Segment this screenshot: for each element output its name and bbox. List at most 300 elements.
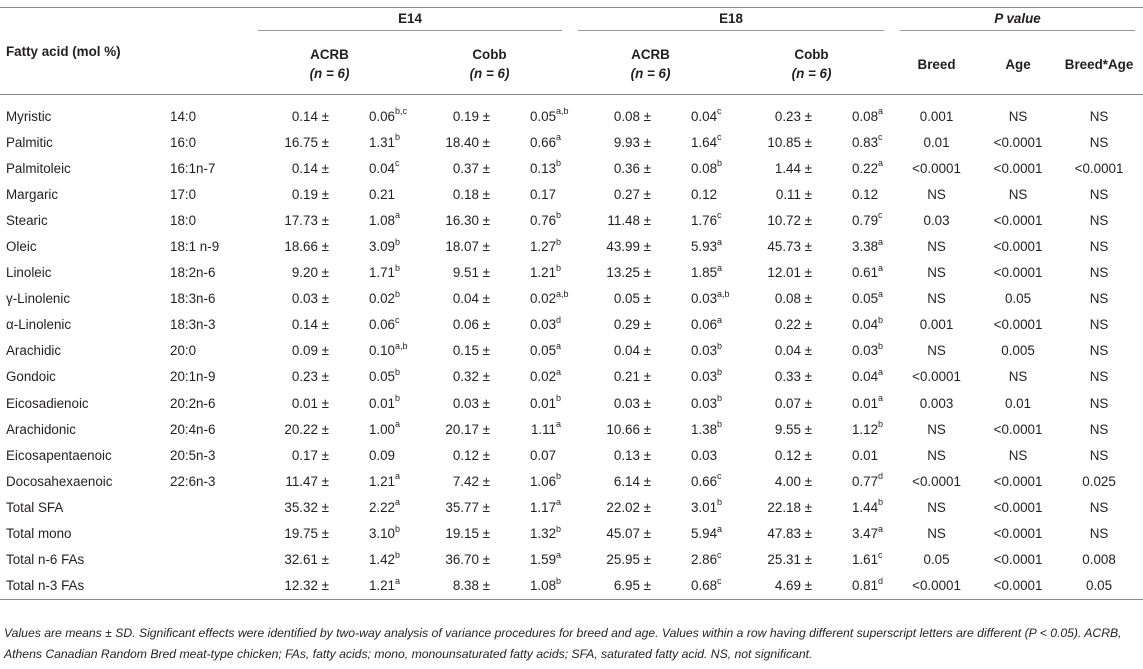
superscript-letters: b xyxy=(556,575,562,586)
sd-value: 1.21$^a$ xyxy=(368,471,401,489)
p-value: <0.0001 xyxy=(993,160,1043,176)
superscript-letters: a xyxy=(395,471,401,482)
superscript-letters: b xyxy=(395,523,401,534)
p-value: <0.0001 xyxy=(993,317,1043,333)
mean-value: 0.07 ± xyxy=(774,395,813,411)
fatty-acid-notation: 18:2n-6 xyxy=(170,265,216,281)
p-value: NS xyxy=(1089,317,1109,333)
sd-value: 1.64$^c$ xyxy=(690,132,722,150)
table-row xyxy=(0,129,1143,155)
p-value: NS xyxy=(1008,369,1028,385)
sd-value: 1.85$^a$ xyxy=(690,262,723,281)
fatty-acid-notation: 18:3n-6 xyxy=(170,291,216,307)
fatty-acid-name: Margaric xyxy=(6,186,59,202)
sd-value: 1.59$^a$ xyxy=(529,549,562,568)
p-value: 0.05 xyxy=(923,552,950,568)
fatty-acid-notation: 17:0 xyxy=(170,186,197,202)
mean-value: 9.20 ± xyxy=(291,265,329,281)
p-value: 0.05 xyxy=(1005,291,1032,307)
mean-value: 0.19 ± xyxy=(291,186,329,202)
sd-value: 1.27$^b$ xyxy=(529,236,562,255)
superscript-letters: b xyxy=(556,393,562,404)
p-value: 0.001 xyxy=(919,108,954,124)
sd-value: 1.21$^a$ xyxy=(329,573,409,600)
superscript-letters: b xyxy=(717,158,723,169)
sd-value: 0.03$^{a,b}$ xyxy=(690,288,730,307)
table-row xyxy=(0,364,1143,390)
table-body xyxy=(0,95,1143,600)
mean-value: 0.05 ± xyxy=(613,291,652,307)
superscript-letters: b xyxy=(395,549,401,560)
mean-value: 0.14 ± xyxy=(291,108,329,124)
superscript-letters: b xyxy=(878,314,884,325)
mean-value: 0.04 ± xyxy=(774,343,813,359)
mean-value: 25.31 ± xyxy=(767,552,813,568)
p-value: <0.0001 xyxy=(993,265,1043,281)
mean-value: 0.08 ± xyxy=(613,108,652,124)
pvalue-column-header: Breed*Age xyxy=(1064,56,1134,72)
sd-value: 1.32$^b$ xyxy=(529,523,562,542)
fatty-acid-notation xyxy=(170,547,250,573)
p-value: 0.05 xyxy=(1055,573,1143,600)
fatty-acid-name: Eicosadienoic xyxy=(6,395,89,411)
superscript-letters: b xyxy=(878,340,884,351)
mean-value: 0.32 ± xyxy=(452,369,490,385)
superscript-letters: a,b xyxy=(556,288,569,299)
table-row xyxy=(0,547,1143,573)
superscript-letters: b xyxy=(556,210,562,221)
superscript-letters: c xyxy=(878,210,883,221)
mean-value: 35.32 ± xyxy=(284,499,329,515)
sd-value: 0.05$^a$ xyxy=(529,340,562,359)
superscript-letters: a xyxy=(717,262,723,273)
sd-value: 1.21$^b$ xyxy=(529,262,562,281)
p-value: NS xyxy=(927,499,946,515)
fatty-acid-table xyxy=(0,7,1143,600)
p-value: NS xyxy=(927,291,946,307)
mean-value: 0.21 ± xyxy=(613,369,652,385)
superscript-letters: b xyxy=(556,471,562,482)
sd-value: 0.12 xyxy=(690,186,718,202)
superscript-letters: c xyxy=(395,158,400,169)
sd-value: 0.04$^c$ xyxy=(368,158,400,176)
superscript-letters: b xyxy=(878,497,884,508)
p-value: NS xyxy=(927,265,946,281)
p-value: <0.0001 xyxy=(993,239,1043,255)
superscript-letters: c xyxy=(717,471,722,482)
p-value: <0.0001 xyxy=(912,160,961,176)
table-row xyxy=(0,207,1143,233)
sd-value: 0.17 xyxy=(529,186,557,202)
p-value: <0.0001 xyxy=(912,369,961,385)
superscript-letters: c xyxy=(395,314,400,325)
sd-value: 3.38$^a$ xyxy=(851,236,884,255)
p-value: <0.0001 xyxy=(1074,160,1124,176)
superscript-letters: a xyxy=(556,549,562,560)
mean-value: 9.93 ± xyxy=(613,134,652,150)
superscript-letters: a xyxy=(717,523,723,534)
mean-value: 0.29 ± xyxy=(613,317,652,333)
p-value: NS xyxy=(1089,369,1109,385)
sd-value: 0.01$^b$ xyxy=(368,393,401,411)
sd-value: 1.11$^a$ xyxy=(530,419,562,437)
sd-value: 0.12 xyxy=(851,186,879,202)
sd-value: 2.22$^a$ xyxy=(368,497,401,515)
p-value: 0.01 xyxy=(1005,395,1032,411)
sd-value: 0.66$^a$ xyxy=(529,132,562,150)
p-value: NS xyxy=(1089,186,1109,202)
superscript-letters: a xyxy=(395,419,401,430)
superscript-letters: b xyxy=(556,236,562,247)
header-blank xyxy=(170,34,250,95)
superscript-letters: a xyxy=(878,236,884,247)
table-row xyxy=(0,233,1143,259)
superscript-letters: a xyxy=(717,314,723,325)
superscript-letters: b xyxy=(717,419,723,430)
mean-value: 0.08 ± xyxy=(774,291,813,307)
table-row xyxy=(0,468,1143,494)
sd-value: 0.06$^{b,c}$ xyxy=(368,106,408,124)
p-value: <0.0001 xyxy=(981,573,1055,600)
sd-value: 0.01 xyxy=(851,447,879,463)
fatty-acid-notation: 20:2n-6 xyxy=(170,395,216,411)
superscript-letters: b xyxy=(395,262,401,273)
mean-value: 16.30 ± xyxy=(445,212,490,228)
sd-value: 0.10$^{a,b}$ xyxy=(368,340,408,359)
sd-value: 5.93$^a$ xyxy=(690,236,723,255)
mean-value: 0.03 ± xyxy=(291,291,329,307)
mean-value: 20.17 ± xyxy=(445,421,490,437)
mean-value: 0.12 ± xyxy=(452,447,490,463)
mean-value: 0.04 ± xyxy=(452,291,490,307)
fatty-acid-name: Gondoic xyxy=(6,369,56,385)
superscript-letters: c xyxy=(717,106,722,117)
header-blank xyxy=(170,8,250,35)
mean-value: 0.09 ± xyxy=(291,343,329,359)
table-row xyxy=(0,390,1143,416)
p-value: NS xyxy=(1089,239,1109,255)
table-row xyxy=(0,312,1143,338)
subgroup-header: Cobb (n = 6) xyxy=(791,47,832,81)
mean-value: 10.85 ± xyxy=(767,134,813,150)
sd-value: 1.44$^b$ xyxy=(851,497,884,515)
mean-value: 18.40 ± xyxy=(445,134,490,150)
p-value: <0.0001 xyxy=(993,212,1043,228)
mean-value: 0.22 ± xyxy=(774,317,813,333)
fatty-acid-notation: 18:0 xyxy=(170,212,197,228)
fatty-acid-name: Stearic xyxy=(6,212,48,228)
fatty-acid-notation: 16:0 xyxy=(170,134,197,150)
superscript-letters: a,b xyxy=(717,288,730,299)
subgroup-header: ACRB (n = 6) xyxy=(630,47,671,81)
mean-value: 11.48 ± xyxy=(607,212,652,228)
sd-value: 0.77$^d$ xyxy=(851,471,884,489)
mean-value: 10.66 ± xyxy=(606,421,652,437)
fatty-acid-name: Linoleic xyxy=(6,265,52,281)
pvalue-column-header: Age xyxy=(1005,56,1031,72)
superscript-letters: a xyxy=(878,158,884,169)
header-row-groups xyxy=(0,8,1143,35)
sd-value: 0.05$^b$ xyxy=(368,367,401,385)
sd-value: 0.02$^b$ xyxy=(368,288,401,307)
mean-value: 9.55 ± xyxy=(774,421,813,437)
sd-value: 3.10$^b$ xyxy=(368,523,401,542)
fatty-acid-name: Total n-3 FAs xyxy=(0,573,170,600)
sd-value: 1.42$^b$ xyxy=(368,549,401,568)
mean-value: 36.70 ± xyxy=(445,552,490,568)
superscript-letters: a xyxy=(878,393,884,404)
sd-value: 0.06$^c$ xyxy=(368,314,400,333)
superscript-letters: b xyxy=(717,393,723,404)
p-value: NS xyxy=(1008,186,1028,202)
sd-value: 0.03$^b$ xyxy=(690,393,723,411)
sd-value: 0.05$^{a,b}$ xyxy=(529,106,569,124)
fatty-acid-name: Palmitic xyxy=(6,134,53,150)
mean-value: 13.25 ± xyxy=(606,265,652,281)
superscript-letters: b xyxy=(395,132,401,143)
superscript-letters: a xyxy=(878,262,884,273)
mean-value: 17.73 ± xyxy=(284,212,329,228)
table-footnote: Values are means ± SD. Significant effects were identified by two-way analysis of variance procedures for breed and age. Values within a row having different superscript letters are different (P < 0.05). ACRB, Athens Canadian Random Bred meat-type chicken; FAs, fatty acids; mono, monounsaturated fatty acids; SFA, saturated fatty acid. NS, not significant. xyxy=(4,626,1122,661)
fatty-acid-name: γ-Linolenic xyxy=(6,291,71,307)
superscript-letters: b xyxy=(878,419,884,430)
sd-value: 1.31$^b$ xyxy=(368,132,401,150)
mean-value: 18.66 ± xyxy=(284,239,329,255)
mean-value: 4.00 ± xyxy=(774,473,813,489)
fatty-acid-name: Oleic xyxy=(6,239,37,255)
superscript-letters: a xyxy=(395,497,401,508)
sd-value: 0.03$^d$ xyxy=(529,314,562,333)
sd-value: 0.04$^b$ xyxy=(851,314,884,333)
superscript-letters: b xyxy=(556,158,562,169)
sd-value: 1.61$^c$ xyxy=(851,549,883,568)
sd-value: 3.47$^a$ xyxy=(851,523,884,542)
sd-value: 2.86$^c$ xyxy=(690,549,722,568)
mean-value: 0.13 ± xyxy=(613,447,652,463)
p-value: NS xyxy=(1089,395,1109,411)
fatty-acid-notation xyxy=(170,494,250,520)
mean-value: 0.18 ± xyxy=(452,186,490,202)
superscript-letters: b xyxy=(556,262,562,273)
p-value: 0.025 xyxy=(1082,473,1116,489)
fatty-acid-notation: 20:4n-6 xyxy=(170,421,216,437)
superscript-letters: a xyxy=(878,288,884,299)
superscript-letters: a xyxy=(395,575,401,586)
mean-value: 45.07 ± xyxy=(606,526,652,542)
fatty-acid-notation: 14:0 xyxy=(170,108,197,124)
sd-value: 1.08$^b$ xyxy=(490,573,570,600)
p-value: <0.0001 xyxy=(912,473,961,489)
mean-value: 10.72 ± xyxy=(767,212,813,228)
fatty-acid-name: Myristic xyxy=(6,108,52,124)
p-value: NS xyxy=(927,526,946,542)
sd-value: 0.79$^c$ xyxy=(851,210,883,228)
fatty-acid-name: Total n-6 FAs xyxy=(6,552,85,568)
sd-value: 0.07 xyxy=(529,447,557,463)
superscript-letters: b xyxy=(556,523,562,534)
p-value: NS xyxy=(1089,134,1109,150)
fatty-acid-notation: 18:3n-3 xyxy=(170,317,216,333)
p-value: NS xyxy=(927,186,946,202)
p-value: 0.001 xyxy=(919,317,954,333)
table-row xyxy=(0,416,1143,442)
mean-value: 0.06 ± xyxy=(452,317,490,333)
superscript-letters: d xyxy=(878,471,884,482)
sd-value: 1.06$^b$ xyxy=(529,471,562,489)
table-row xyxy=(0,103,1143,129)
superscript-letters: a xyxy=(556,497,562,508)
mean-value: 0.14 ± xyxy=(291,317,329,333)
p-value: <0.0001 xyxy=(993,473,1043,489)
mean-value: 8.38 ± xyxy=(409,573,490,600)
mean-value: 0.36 ± xyxy=(613,160,652,176)
mean-value: 43.99 ± xyxy=(606,239,652,255)
mean-value: 0.17 ± xyxy=(291,447,329,463)
sd-value: 0.03$^b$ xyxy=(690,367,723,385)
p-value: NS xyxy=(1089,447,1109,463)
p-value: 0.003 xyxy=(919,395,954,411)
sd-value: 0.04$^c$ xyxy=(690,106,722,124)
superscript-letters: b xyxy=(717,340,723,351)
superscript-letters: b xyxy=(395,393,401,404)
subgroup-header: ACRB (n = 6) xyxy=(309,47,350,81)
sd-value: 5.94$^a$ xyxy=(690,523,723,542)
table-row xyxy=(0,338,1143,364)
superscript-letters: a xyxy=(878,106,884,117)
sd-value: 0.13$^b$ xyxy=(529,158,562,176)
mean-value: 0.03 ± xyxy=(452,395,490,411)
mean-value: 22.18 ± xyxy=(767,499,813,515)
sd-value: 1.17$^a$ xyxy=(529,497,562,515)
fatty-acid-name: Arachidonic xyxy=(6,421,76,437)
sd-value: 0.02$^{a,b}$ xyxy=(529,288,569,307)
table-row xyxy=(0,260,1143,286)
sd-value: 0.76$^b$ xyxy=(529,210,562,228)
sd-value: 0.06$^a$ xyxy=(690,314,723,333)
mean-value: 9.51 ± xyxy=(452,265,490,281)
sd-value: 0.03$^b$ xyxy=(690,340,723,359)
superscript-letters: c xyxy=(717,575,722,586)
mean-value: 0.04 ± xyxy=(613,343,652,359)
sd-value: 0.04$^a$ xyxy=(851,367,884,385)
superscript-letters: c xyxy=(878,132,883,143)
table-row xyxy=(0,155,1143,181)
fatty-acid-notation xyxy=(170,573,250,600)
mean-value: 25.95 ± xyxy=(606,552,652,568)
mean-value: 12.32 ± xyxy=(250,573,329,600)
superscript-letters: b xyxy=(395,236,401,247)
superscript-letters: b xyxy=(717,367,723,378)
p-value: 0.03 xyxy=(923,212,950,228)
p-value: <0.0001 xyxy=(892,573,981,600)
fatty-acid-name: Arachidic xyxy=(6,343,62,359)
mean-value: 18.07 ± xyxy=(445,239,490,255)
fatty-acid-name: Palmitoleic xyxy=(6,160,71,176)
pvalue-column-header: Breed xyxy=(917,56,956,72)
p-value: NS xyxy=(1008,447,1028,463)
sd-value: 3.09$^b$ xyxy=(368,236,401,255)
p-value: NS xyxy=(1089,108,1109,124)
p-value: 0.005 xyxy=(1001,343,1035,359)
p-value: NS xyxy=(1089,526,1109,542)
p-value: NS xyxy=(927,239,946,255)
mean-value: 0.19 ± xyxy=(452,108,490,124)
mean-value: 4.69 ± xyxy=(731,573,812,600)
group-header-e18: E18 xyxy=(570,8,892,35)
sd-value: 0.05$^a$ xyxy=(851,288,884,307)
table-row xyxy=(0,521,1143,547)
sd-value: 3.01$^b$ xyxy=(690,497,723,515)
superscript-letters: a xyxy=(878,523,884,534)
group-header-pvalue: P value xyxy=(892,8,1143,35)
p-value: 0.008 xyxy=(1082,552,1116,568)
superscript-letters: a xyxy=(556,367,562,378)
mean-value: 32.61 ± xyxy=(284,552,329,568)
sd-value: 0.01$^b$ xyxy=(529,393,562,411)
group-header-e14: E14 xyxy=(250,8,570,35)
table-row xyxy=(0,442,1143,468)
sd-value: 1.71$^b$ xyxy=(368,262,401,281)
fatty-acid-name: Total SFA xyxy=(6,499,64,515)
superscript-letters: a xyxy=(556,419,562,430)
mean-value: 0.23 ± xyxy=(291,369,329,385)
superscript-letters: a,b xyxy=(556,106,569,117)
mean-value: 0.12 ± xyxy=(774,447,813,463)
mean-value: 0.01 ± xyxy=(291,395,329,411)
p-value: <0.0001 xyxy=(993,421,1043,437)
superscript-letters: a xyxy=(556,340,562,351)
fatty-acid-notation: 20:0 xyxy=(170,343,197,359)
superscript-letters: b xyxy=(395,288,401,299)
mean-value: 47.83 ± xyxy=(767,526,813,542)
sd-value: 0.68$^c$ xyxy=(651,573,731,600)
mean-value: 0.33 ± xyxy=(774,369,813,385)
sd-value: 0.81$^d$ xyxy=(812,573,892,600)
mean-value: 0.15 ± xyxy=(452,343,490,359)
fatty-acid-name: Eicosapentaenoic xyxy=(6,447,112,463)
fatty-acid-name: Docosahexaenoic xyxy=(6,473,113,489)
superscript-letters: c xyxy=(717,549,722,560)
sd-value: 1.76$^c$ xyxy=(690,210,722,228)
superscript-letters: a xyxy=(878,367,884,378)
mean-value: 0.14 ± xyxy=(291,160,329,176)
p-value: NS xyxy=(1089,291,1109,307)
mean-value: 22.02 ± xyxy=(606,499,652,515)
mean-value: 1.44 ± xyxy=(774,160,813,176)
sd-value: 1.38$^b$ xyxy=(690,419,723,437)
table-row xyxy=(0,494,1143,520)
sd-value: 0.03$^b$ xyxy=(851,340,884,359)
header-row-subgroups xyxy=(0,34,1143,95)
mean-value: 0.03 ± xyxy=(613,395,652,411)
p-value: NS xyxy=(1089,212,1109,228)
superscript-letters: b xyxy=(717,497,723,508)
mean-value: 7.42 ± xyxy=(452,473,490,489)
fatty-acid-name: α-Linolenic xyxy=(6,317,72,333)
subgroup-header: Cobb (n = 6) xyxy=(469,47,510,81)
mean-value: 6.95 ± xyxy=(570,573,651,600)
mean-value: 0.27 ± xyxy=(613,186,652,202)
fatty-acid-notation: 16:1n-7 xyxy=(170,160,216,176)
mean-value: 0.37 ± xyxy=(452,160,490,176)
superscript-letters: a,b xyxy=(395,340,408,351)
superscript-letters: d xyxy=(878,575,884,586)
superscript-letters: d xyxy=(556,314,562,325)
mean-value: 35.77 ± xyxy=(445,499,490,515)
fatty-acid-name: Total mono xyxy=(6,526,72,542)
mean-value: 6.14 ± xyxy=(613,473,652,489)
fatty-acid-notation: 18:1 n-9 xyxy=(170,239,220,255)
